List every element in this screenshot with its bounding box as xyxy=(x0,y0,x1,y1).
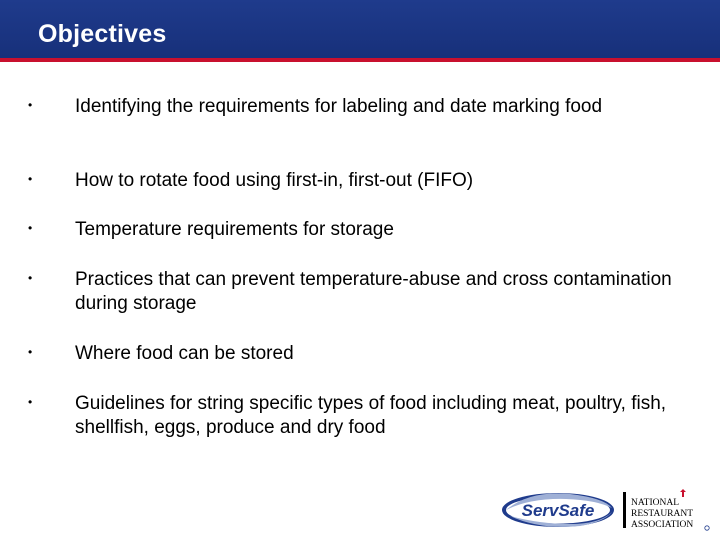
bullet-dot-icon: • xyxy=(28,172,33,186)
servsafe-wordmark: ServSafe xyxy=(521,501,595,520)
nra-line-3: ASSOCIATION xyxy=(631,520,694,530)
bullet-dot-icon: • xyxy=(28,271,33,285)
nra-logo xyxy=(631,489,709,530)
bullet-text: Guidelines for string specific types of food including meat, poultry, fish, shellfish, eggs, produce and dry food xyxy=(75,393,667,438)
title-bar xyxy=(0,0,720,58)
title-underline xyxy=(0,58,720,62)
servsafe-nra-logo xyxy=(500,486,715,534)
bullet-dot-icon: • xyxy=(28,345,33,359)
bullet-text: Practices that can prevent temperature-abuse and cross contamination during storage xyxy=(75,269,672,314)
bullet-text: Where food can be stored xyxy=(75,343,294,364)
bullet-dot-icon: • xyxy=(28,395,33,409)
servsafe-logo xyxy=(502,493,614,527)
bullet-text: Identifying the requirements for labeling and date marking food xyxy=(75,96,603,117)
bullet-dot-icon: • xyxy=(28,98,33,112)
nra-star-icon xyxy=(680,489,686,497)
nra-line-2: RESTAURANT xyxy=(631,509,694,519)
bullet-text: How to rotate food using first-in, first-out (FIFO) xyxy=(75,170,474,191)
nra-line-1: NATIONAL xyxy=(631,498,680,508)
slide-title: Objectives xyxy=(38,20,167,48)
footer-logos xyxy=(500,486,715,534)
bullet-dot-icon: • xyxy=(28,221,33,235)
bullet-text: Temperature requirements for storage xyxy=(75,219,394,240)
